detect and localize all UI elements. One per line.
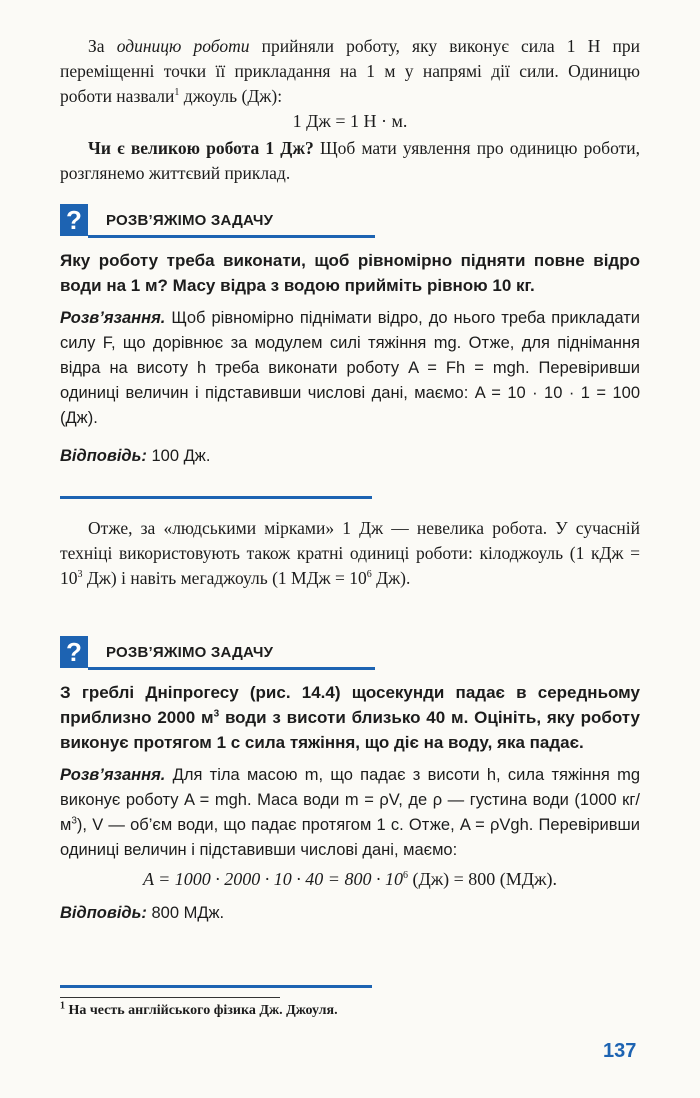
question-mark-icon: ?: [60, 204, 88, 236]
joule-formula: 1 Дж = 1 Н · м.: [292, 111, 408, 131]
task1-header: [60, 204, 375, 238]
intro-text-end: джоуль (Дж):: [179, 86, 283, 106]
intro-text-start: За: [88, 36, 117, 56]
middle-text-b: Дж) і навіть мегаджоуль (1 МДж = 10: [82, 568, 367, 588]
task1-solution-label: Розв’язання.: [60, 309, 166, 327]
intro-term: одиницю роботи: [116, 36, 250, 56]
task2-solution-a: Для тіла масою m, що падає з висоти h, сила тяжіння mg виконує роботу A = mgh. Маса води m = ρV, де ρ — густина води (1000 кг/м: [60, 766, 640, 834]
task2-answer: [60, 904, 640, 923]
footnote-rule: [60, 997, 280, 998]
task2-solution: [60, 763, 640, 863]
task1-solution-text: Щоб рівномірно піднімати відро, до нього треба прикладати силу F, що дорівнює за модулем силі тяжіння mg. Отже, для піднімання відра на висоту h треба виконати роботу A = Fh = mgh. Перевіривши одиниці величин і підставивши числові дані, маємо: A = 10 · 10 · 1 = 100 (Дж).: [60, 309, 640, 427]
middle-text-c: Дж).: [371, 568, 411, 588]
task1-solution: [60, 306, 640, 431]
footnote-mark: 1: [60, 1000, 65, 1012]
task2-statement: [60, 680, 640, 755]
task2-formula-sup: 6: [402, 870, 408, 881]
task2-statement-b: води з висоти близько 40 м. Оцініть, яку роботу виконує протягом 1 с сила тяжіння, що діє на воду, яка падає.: [60, 708, 640, 752]
intro-question: Чи є великою робота 1 Дж?: [88, 138, 314, 158]
middle-text-a: Отже, за «людськими мірками» 1 Дж — невелика робота. У сучасній техніці використовують також кратні одиниці роботи: кілоджоуль (1 кДж = 10: [60, 518, 640, 588]
task2-solution-sup: 3: [71, 815, 77, 827]
task1-answer: [60, 447, 640, 466]
footnote-text: На честь англійського фізика Дж. Джоуля.: [65, 1003, 338, 1018]
task1-answer-label: Відповідь:: [60, 447, 147, 465]
question-mark-icon: ?: [60, 636, 88, 668]
task2-statement-a: З греблі Дніпрогесу (рис. 14.4) щосекунди падає в середньому приблизно 2000 м: [60, 683, 640, 727]
middle-sup-1: 3: [77, 569, 83, 581]
task2-solution-b: ), V — об’єм води, що падає протягом 1 с. Отже, A = ρVgh. Перевіривши одиниці величин і підставивши числові дані, маємо:: [60, 816, 640, 859]
footnote: [60, 1000, 338, 1019]
task2-bottom-rule: [60, 985, 372, 988]
task1-body: [60, 248, 640, 466]
task1-bottom-rule: [60, 496, 372, 499]
task2-formula-a: A = 1000 · 2000 · 10 · 40 = 800 · 10: [142, 869, 403, 889]
task2-header-underline: [88, 667, 375, 670]
task2-answer-text: 800 МДж.: [146, 904, 225, 922]
task2-header-title: РОЗВ’ЯЖІМО ЗАДАЧУ: [106, 644, 274, 661]
task2-answer-label: Відповідь:: [60, 904, 147, 922]
task1-header-title: РОЗВ’ЯЖІМО ЗАДАЧУ: [106, 212, 274, 229]
task2-body: [60, 680, 640, 923]
task2-statement-sup: 3: [213, 708, 220, 720]
intro-paragraph: [60, 34, 640, 186]
task2-solution-label: Розв’язання.: [60, 766, 166, 784]
middle-sup-2: 6: [366, 569, 372, 581]
page-number: 137: [603, 1040, 637, 1062]
task1-answer-text: 100 Дж.: [146, 447, 211, 465]
intro-text-middle: прийняли роботу, яку виконує сила 1 Н при переміщенні точки її прикладання на 1 м у напрямі дії сили. Одиницю роботи назвали: [60, 36, 640, 106]
task2-formula: [60, 869, 640, 890]
footnote-ref: 1: [174, 87, 180, 99]
task2-header: [60, 636, 375, 670]
task2-formula-b: (Дж) = 800 (МДж).: [407, 869, 558, 889]
task1-statement: Яку роботу треба виконати, щоб рівномірно підняти повне відро води на 1 м? Масу відра з водою прийміть рівною 10 кг.: [60, 251, 640, 295]
intro-question-rest: Щоб мати уявлення про одиницю роботи, розглянемо життєвий приклад.: [60, 138, 640, 183]
task1-header-underline: [88, 235, 375, 238]
middle-paragraph: [60, 516, 640, 591]
